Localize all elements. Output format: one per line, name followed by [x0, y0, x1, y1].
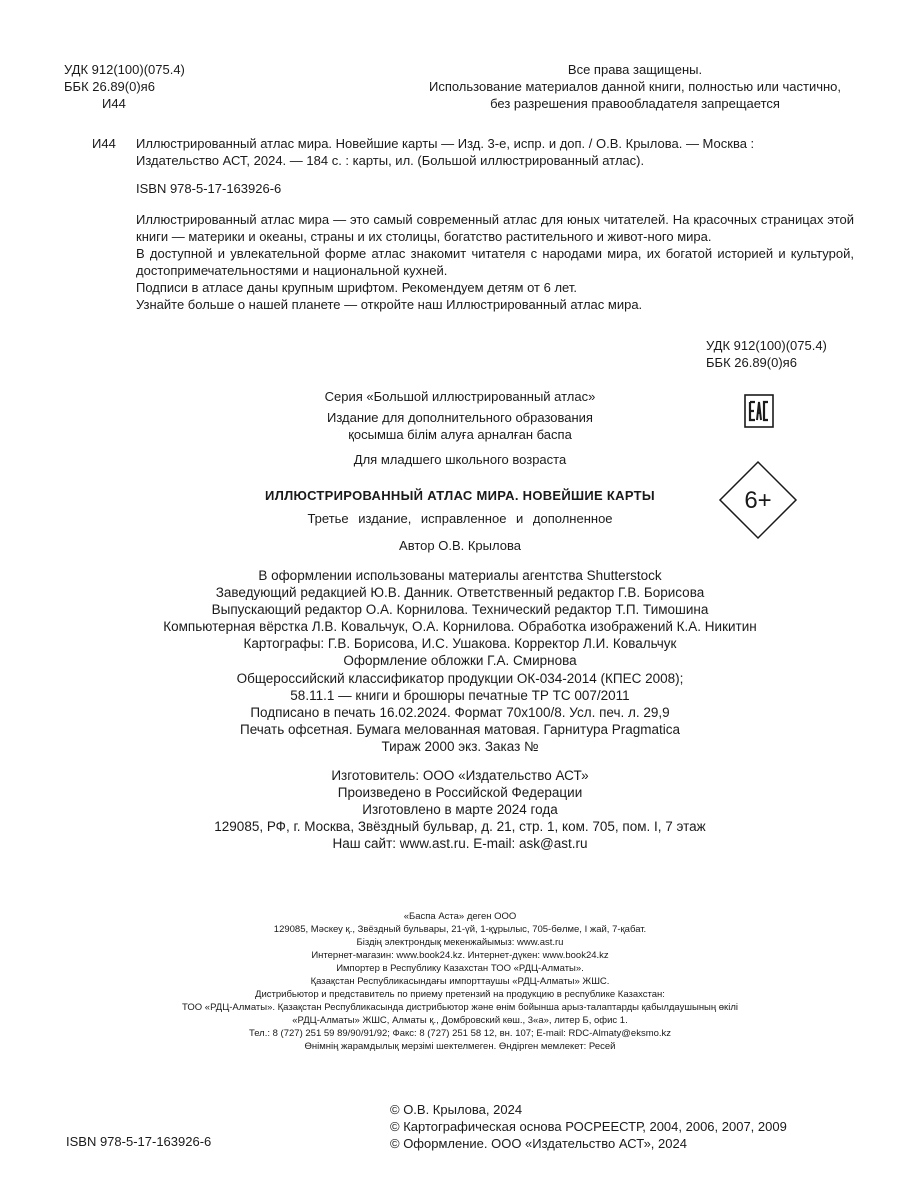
isbn-top: ISBN 978-5-17-163926-6: [136, 181, 282, 196]
kz-line: Импортер в Республику Казахстан ТОО «РДЦ-Алматы».: [336, 963, 584, 974]
book-title: ИЛЛЮСТРИРОВАННЫЙ АТЛАС МИРА. НОВЕЙШИЕ КАРТЫ: [265, 488, 655, 503]
udk-bbk-block-right: [706, 337, 827, 371]
bbk-code: ББК 26.89(0)я6: [64, 79, 155, 94]
kz-line: Тел.: 8 (727) 251 59 89/90/91/92; Факс: 8 (727) 251 58 12, вн. 107; E-mail: RDC-Almaty@eksmo.kz: [248, 1028, 672, 1039]
copyright-block: [390, 1101, 787, 1152]
print-info: [0, 704, 900, 755]
classifier-block: [0, 670, 900, 704]
kz-line: «РДЦ-Алматы» ЖШС, Алматы қ., Домбровский көш., 3«а», литер Б, офис 1.: [292, 1015, 628, 1026]
manufacturer-line: Наш сайт: www.ast.ru. E-mail: ask@ast.ru: [332, 836, 588, 851]
kazakhstan-info: [0, 910, 900, 1053]
eac-mark-icon: [744, 394, 774, 428]
author: Автор О.В. Крылова: [399, 538, 521, 553]
classifier-line: 58.11.1 — книги и брошюры печатные ТР ТС 007/2011: [290, 688, 630, 703]
rights-line: Использование материалов данной книги, полностью или частично,: [428, 79, 842, 94]
manufacturer-block: [0, 767, 900, 852]
classifier-line: Общероссийский классификатор продукции ОК-034-2014 (КПЕС 2008);: [236, 671, 684, 686]
staff-line: Компьютерная вёрстка Л.В. Ковальчук, О.А. Корнилова. Обработка изображений К.А. Никитин: [163, 619, 757, 634]
staff-credits: [0, 567, 900, 669]
isbn-bottom: ISBN 978-5-17-163926-6: [66, 1134, 212, 1149]
print-line: Печать офсетная. Бумага мелованная матовая. Гарнитура Pragmatica: [240, 722, 680, 737]
annotation-paragraph: Подписи в атласе даны крупным шрифтом. Рекомендуем детям от 6 лет.: [136, 280, 577, 295]
age-rating-text: 6+: [744, 487, 772, 514]
kz-line: ТОО «РДЦ-Алматы». Қазақстан Республикасында дистрибьютор және өнім бойынша арыз-талаптарды қабылдаушының өкілі: [182, 1002, 738, 1013]
bbk-code: ББК 26.89(0)я6: [706, 355, 797, 370]
kz-line: Өнімнің жарамдылық мерзімі шектелмеген. Өндірген мемлекет: Ресей: [304, 1041, 616, 1052]
annotation: [136, 211, 854, 313]
staff-line: Картографы: Г.В. Борисова, И.С. Ушакова. Корректор Л.И. Ковальчук: [243, 636, 677, 651]
kz-line: Дистрибьютор и представитель по приему претензий на продукцию в республике Казахстан:: [255, 989, 665, 1000]
rights-line: без разрешения правообладателя запрещается: [490, 96, 780, 111]
annotation-paragraph: В доступной и увлекательной форме атлас знакомит читателя с народами мира, их богатой историей и культурой, достопримечательностями и национальной кухней.: [136, 246, 854, 278]
author-sign: И44: [102, 96, 126, 111]
staff-line: Выпускающий редактор О.А. Корнилова. Технический редактор Т.П. Тимошина: [211, 602, 709, 617]
udk-code: УДК 912(100)(075.4): [706, 338, 827, 353]
manufacturer-line: Произведено в Российской Федерации: [337, 785, 583, 800]
copyright-line: © Картографическая основа РОСРЕЕСТР, 2004, 2006, 2007, 2009: [390, 1119, 787, 1134]
udk-code: УДК 912(100)(075.4): [64, 62, 185, 77]
rights-notice: [280, 61, 900, 112]
kz-line: «Баспа Аста» деген ООО: [403, 911, 517, 922]
manufacturer-line: Изготовитель: ООО «Издательство АСТ»: [331, 768, 589, 783]
print-line: Подписано в печать 16.02.2024. Формат 70x100/8. Усл. печ. л. 29,9: [250, 705, 670, 720]
edition-purpose-kz: қосымша білім алуға арналған баспа: [348, 427, 572, 442]
age-group: Для младшего школьного возраста: [353, 452, 567, 467]
kz-line: Интернет-магазин: www.book24.kz. Интернет-дүкен: www.book24.kz: [311, 950, 609, 961]
staff-line: Оформление обложки Г.А. Смирнова: [343, 653, 577, 668]
copyright-line: © О.В. Крылова, 2024: [390, 1102, 523, 1117]
udk-bbk-block-top: [64, 61, 185, 112]
annotation-paragraph: Узнайте больше о нашей планете — откройте наш Иллюстрированный атлас мира.: [136, 297, 643, 312]
edition-info: Третье издание, исправленное и дополненное: [307, 511, 613, 526]
staff-line: Заведующий редакцией Ю.В. Данник. Ответственный редактор Г.В. Борисова: [215, 585, 705, 600]
biblio-text: Иллюстрированный атлас мира. Новейшие карты — Изд. 3-е, испр. и доп. / О.В. Крылова. — Москва : Издательство АСТ, 2024. — 184 с. : карты, ил. (Большой иллюстрированный атлас).: [136, 136, 755, 168]
age-rating-diamond: [718, 460, 798, 540]
biblio-code: И44: [92, 136, 116, 151]
manufacturer-line: 129085, РФ, г. Москва, Звёздный бульвар, д. 21, стр. 1, ком. 705, пом. I, 7 этаж: [214, 819, 706, 834]
staff-line: В оформлении использованы материалы агентства Shutterstock: [258, 568, 662, 583]
copyright-line: © Оформление. ООО «Издательство АСТ», 2024: [390, 1136, 687, 1151]
kz-line: Біздің электрондық мекенжайымыз: www.ast.ru: [356, 937, 564, 948]
edition-purpose: Издание для дополнительного образования: [327, 410, 593, 425]
eac-logo: [744, 394, 774, 428]
print-line: Тираж 2000 экз. Заказ №: [381, 739, 539, 754]
age-rating-badge: [718, 460, 798, 540]
bibliographic-record: [92, 135, 832, 169]
rights-line: Все права защищены.: [567, 62, 703, 77]
series-name: Серия «Большой иллюстрированный атлас»: [324, 389, 596, 404]
annotation-paragraph: Иллюстрированный атлас мира — это самый современный атлас для юных читателей. На красочных страницах этой книги — материки и океаны, страны и их столицы, богатство растительного и живот-ного мира.: [136, 212, 854, 244]
manufacturer-line: Изготовлено в марте 2024 года: [362, 802, 558, 817]
kz-line: Қазақстан Республикасындағы импорттаушы «РДЦ-Алматы» ЖШС.: [310, 976, 610, 987]
kz-line: 129085, Мәскеу қ., Звёздный бульвары, 21-үй, 1-құрылыс, 705-бөлме, I жай, 7-қабат.: [273, 924, 647, 935]
